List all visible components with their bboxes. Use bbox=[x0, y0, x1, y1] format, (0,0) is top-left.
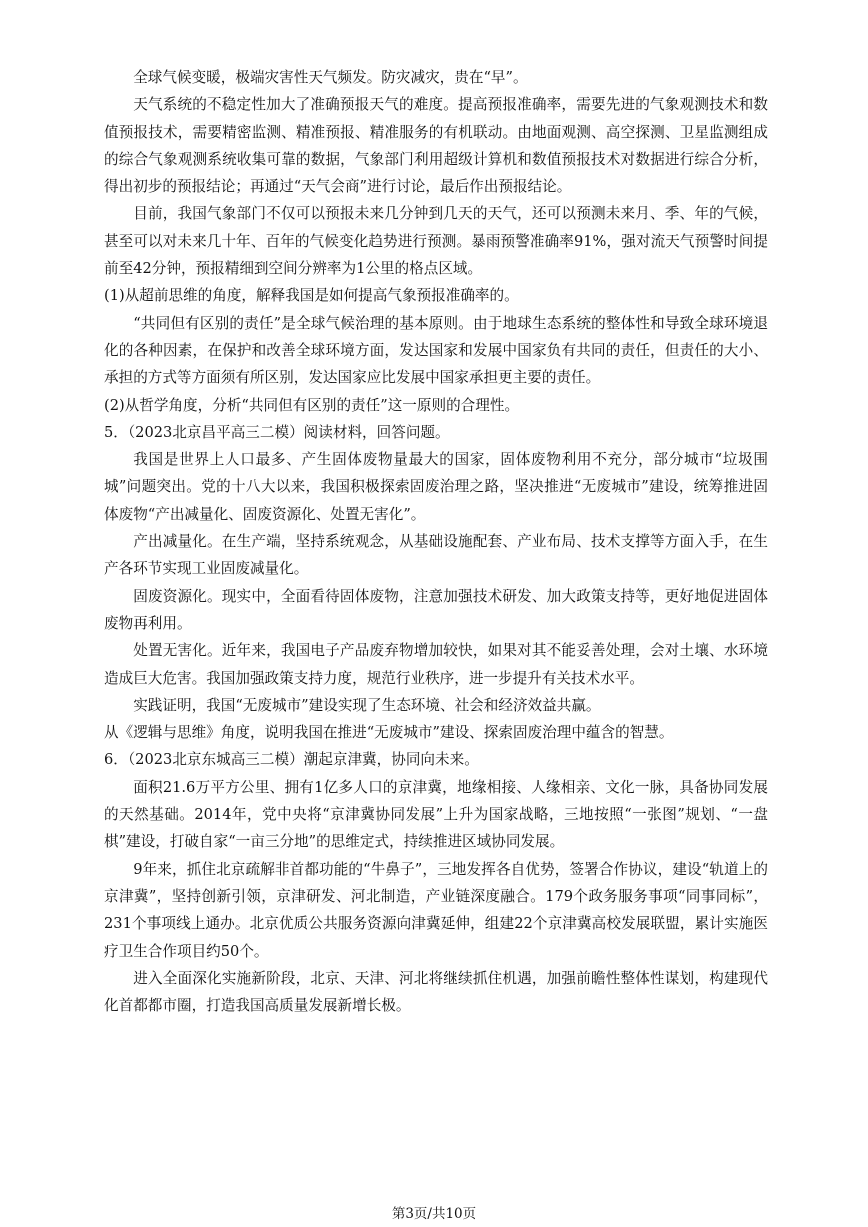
paragraph-waste-resource: 固废资源化。现实中，全面看待固体废物，注意加强技术研发、加大政策支持等，更好地促进固体废物再利用。 bbox=[104, 587, 768, 632]
paragraph-forecast-results: 目前，我国气象部门不仅可以预报未来几分钟到几天的天气，还可以预测未来月、季、年的气候，甚至可以对未来几十年、百年的气候变化趋势进行预测。暴雨预警准确率91%，强对流天气预警时间提前至42分钟，预报精细到空间分辨率为1公里的格点区域。 bbox=[104, 205, 768, 278]
paragraph-waste-intro: 我国是世界上人口最多、产生固体废物量最大的国家，固体废物利用不充分，部分城市“垃圾围城”问题突出。党的十八大以来，我国积极探索固废治理之路，坚决推进“无废城市”建设，统筹推进固体废物“产出减量化、固废资源化、处置无害化”。 bbox=[104, 451, 768, 523]
paragraph-jjj-future: 进入全面深化实施新阶段，北京、天津、河北将继续抓住机遇，加强前瞻性整体性谋划，构建现代化首都都市圈，打造我国高质量发展新增长极。 bbox=[104, 969, 768, 1015]
question-5-heading: 5．（2023北京昌平高三二模）阅读材料，回答问题。 bbox=[104, 423, 450, 441]
paragraph-intro: 全球气候变暖，极端灾害性天气频发。防灾减灾，贵在“早”。 bbox=[133, 69, 528, 86]
question-5-prompt: 从《逻辑与思维》角度，说明我国在推进“无废城市”建设、探索固废治理中蕴含的智慧。 bbox=[104, 724, 674, 742]
page-number: 第3页/共10页 bbox=[391, 1206, 477, 1222]
paragraph-jjj-basis: 面积21.6万平方公里、拥有1亿多人口的京津冀，地缘相接、人缘相亲、文化一脉，具备协同发展的天然基础。2014年，党中央将“京津冀协同发展”上升为国家战略，三地按照“一张图”规划、“一盘棋”建设，打破自家“一亩三分地”的思维定式，持续推进区域协同发展。 bbox=[104, 778, 768, 851]
question-1: (1)从超前思维的角度，解释我国是如何提高气象预报准确率的。 bbox=[104, 287, 519, 305]
question-6-heading: 6．（2023北京东城高三二模）潮起京津冀，协同向未来。 bbox=[104, 751, 479, 769]
paragraph-waste-conclusion: 实践证明，我国“无废城市”建设实现了生态环境、社会和经济效益共赢。 bbox=[133, 696, 601, 714]
paragraph-jjj-progress: 9年来，抓住北京疏解非首都功能的“牛鼻子”，三地发挥各自优势，签署合作协议，建设“轨道上的京津冀”，坚持创新引领，京津研发、河北制造，产业链深度融合。179个政务服务事项“同事同标”，231个事项线上通办。北京优质公共服务资源向津冀延伸，组建22个京津冀高校发展联盟，累计实施医疗卫生合作项目约50个。 bbox=[104, 860, 768, 960]
paragraph-common-responsibility: “共同但有区别的责任”是全球气候治理的基本原则。由于地球生态系统的整体性和导致全球环境退化的各种因素，在保护和改善全球环境方面，发达国家和发展中国家负有共同的责任，但责任的大小、承担的方式等方面须有所区别，发达国家应比发展中国家承担更主要的责任。 bbox=[104, 314, 768, 387]
paragraph-forecast-tech: 天气系统的不稳定性加大了准确预报天气的难度。提高预报准确率，需要先进的气象观测技术和数值预报技术，需要精密监测、精准预报、精准服务的有机联动。由地面观测、高空探测、卫星监测组成的综合气象观测系统收集可靠的数据，气象部门利用超级计算机和数值预报技术对数据进行综合分析，得出初步的预报结论；再通过“天气会商”进行讨论，最后作出预报结论。 bbox=[104, 96, 768, 196]
paragraph-waste-harmless: 处置无害化。近年来，我国电子产品废弃物增加较快，如果对其不能妥善处理，会对土壤、水环境造成巨大危害。我国加强政策支持力度，规范行业秩序，进一步提升有关技术水平。 bbox=[104, 642, 768, 687]
paragraph-waste-reduction: 产出减量化。在生产端，坚持系统观念，从基础设施配套、产业布局、技术支撑等方面入手，在生产各环节实现工业固废减量化。 bbox=[104, 533, 768, 578]
page-content bbox=[104, 64, 768, 1019]
question-2: (2)从哲学角度，分析“共同但有区别的责任”这一原则的合理性。 bbox=[104, 396, 520, 414]
